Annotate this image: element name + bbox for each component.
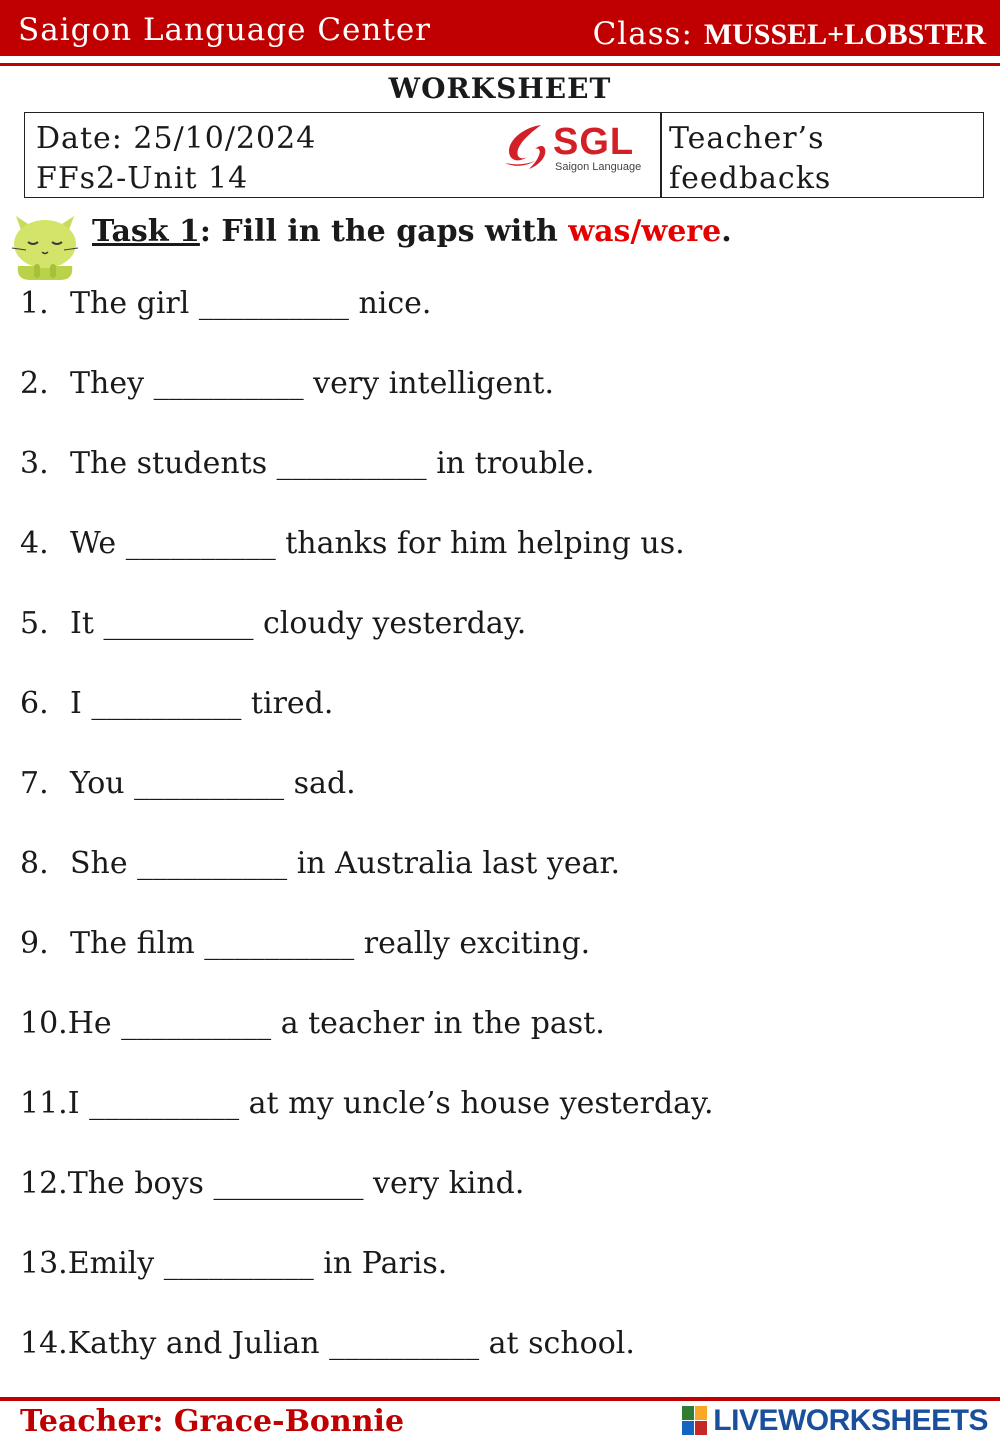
item-after: at my uncle’s house yesterday. (239, 1086, 714, 1121)
task-highlight: was/were (568, 214, 722, 249)
list-item (20, 446, 595, 481)
sgl-swoosh-icon (495, 117, 555, 177)
task-label: Task 1 (92, 214, 200, 249)
list-item (20, 526, 685, 561)
item-before: You (70, 766, 135, 801)
item-before: The students (70, 446, 277, 481)
feedback-line-2: feedbacks (669, 161, 832, 196)
liveworksheets-brand[interactable] (682, 1404, 988, 1438)
item-number: 14. (20, 1326, 68, 1361)
item-before: Kathy and Julian (67, 1326, 330, 1361)
answer-blank[interactable]: __________ (213, 1166, 364, 1201)
item-after: cloudy yesterday. (253, 606, 527, 641)
item-after: tired. (241, 686, 334, 721)
item-after: really exciting. (354, 926, 591, 961)
feedback-line-1: Teacher’s (669, 121, 825, 156)
footer-divider (0, 1397, 1000, 1401)
item-number: 10. (20, 1006, 68, 1041)
list-item (20, 926, 590, 961)
list-item (20, 1326, 635, 1361)
answer-blank[interactable]: __________ (198, 286, 349, 321)
answer-blank[interactable]: __________ (153, 366, 304, 401)
list-item (20, 1086, 714, 1121)
info-divider (660, 113, 662, 197)
item-after: at school. (479, 1326, 635, 1361)
item-before: I (70, 686, 92, 721)
class-value: MUSSEL+LOBSTER (703, 18, 986, 51)
item-number: 3. (20, 446, 49, 481)
item-before: The girl (70, 286, 199, 321)
logo-subtext: Saigon Language (555, 161, 642, 173)
item-after: in Australia last year. (287, 846, 621, 881)
date-text: Date: 25/10/2024 (36, 121, 317, 156)
header-band (0, 0, 1000, 56)
header-divider (0, 63, 1000, 66)
item-before: It (70, 606, 104, 641)
answer-blank[interactable]: __________ (89, 1086, 240, 1121)
item-after: sad. (284, 766, 356, 801)
answer-blank[interactable]: __________ (329, 1326, 480, 1361)
list-item (20, 1166, 524, 1201)
liveworksheets-logo-icon (682, 1406, 708, 1436)
logo-text: SGL (553, 121, 635, 163)
answer-blank[interactable]: __________ (103, 606, 254, 641)
item-before: The boys (67, 1166, 214, 1201)
answer-blank[interactable]: __________ (137, 846, 288, 881)
item-before: We (70, 526, 126, 561)
item-number: 7. (20, 766, 49, 801)
list-item (20, 686, 333, 721)
teacher-name: Teacher: Grace-Bonnie (20, 1404, 405, 1439)
cat-mascot-icon (4, 202, 86, 280)
list-item (20, 846, 620, 881)
answer-blank[interactable]: __________ (125, 526, 276, 561)
item-number: 2. (20, 366, 49, 401)
item-before: He (67, 1006, 122, 1041)
task-text: : Fill in the gaps with (199, 214, 569, 249)
answer-blank[interactable]: __________ (163, 1246, 314, 1281)
list-item (20, 286, 431, 321)
answer-blank[interactable]: __________ (121, 1006, 272, 1041)
item-number: 4. (20, 526, 49, 561)
info-left (36, 119, 316, 199)
brand-text: LIVEWORKSHEETS (713, 1404, 988, 1437)
item-after: in Paris. (313, 1246, 448, 1281)
class-block (593, 16, 986, 52)
class-label: Class: (592, 16, 704, 52)
list-item (20, 1006, 605, 1041)
item-number: 11. (20, 1086, 68, 1121)
worksheet-title: WORKSHEET (388, 72, 612, 105)
answer-blank[interactable]: __________ (276, 446, 427, 481)
item-number: 13. (20, 1246, 68, 1281)
item-number: 9. (20, 926, 49, 961)
item-number: 5. (20, 606, 49, 641)
item-after: nice. (348, 286, 432, 321)
item-before: They (70, 366, 154, 401)
item-number: 6. (20, 686, 49, 721)
task-end: . (721, 214, 732, 249)
item-before: She (70, 846, 138, 881)
info-box (24, 112, 984, 198)
item-after: a teacher in the past. (271, 1006, 605, 1041)
item-after: thanks for him helping us. (275, 526, 685, 561)
list-item (20, 1246, 447, 1281)
center-name: Saigon Language Center (18, 12, 431, 48)
list-item (20, 606, 526, 641)
item-before: I (67, 1086, 90, 1121)
unit-text: FFs2-Unit 14 (36, 161, 249, 196)
item-after: in trouble. (426, 446, 595, 481)
item-before: Emily (67, 1246, 164, 1281)
answer-blank[interactable]: __________ (204, 926, 355, 961)
item-number: 8. (20, 846, 49, 881)
list-item (20, 766, 356, 801)
sgl-logo (495, 117, 655, 189)
list-item (20, 366, 554, 401)
item-after: very intelligent. (303, 366, 555, 401)
item-before: The film (70, 926, 205, 961)
feedback-box (669, 119, 831, 199)
item-number: 1. (20, 286, 49, 321)
task-instruction (92, 214, 732, 249)
item-number: 12. (20, 1166, 68, 1201)
item-after: very kind. (363, 1166, 525, 1201)
answer-blank[interactable]: __________ (91, 686, 242, 721)
answer-blank[interactable]: __________ (134, 766, 285, 801)
